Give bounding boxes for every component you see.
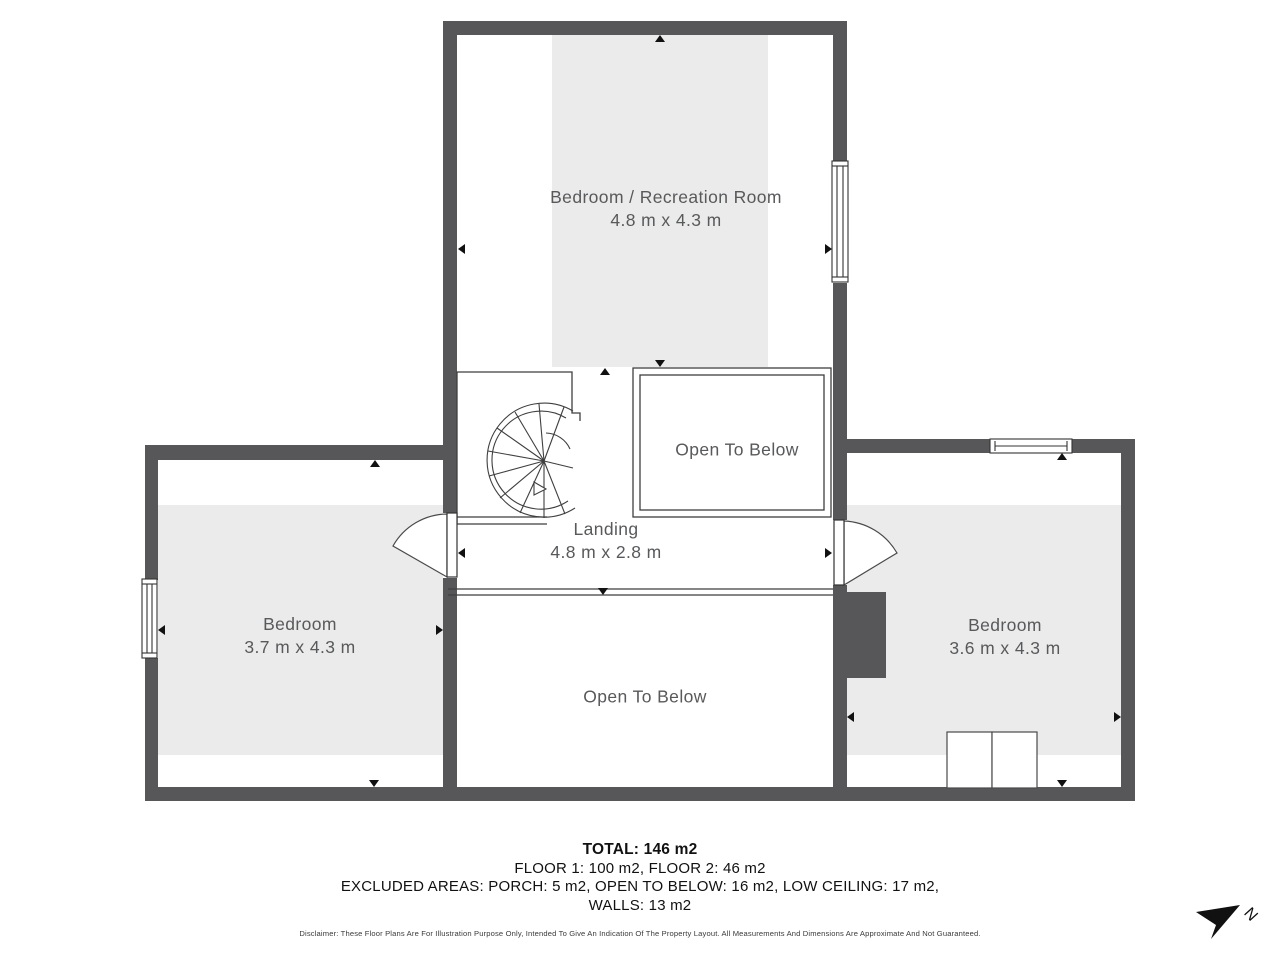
spiral-staircase xyxy=(487,403,575,518)
summary-floors: FLOOR 1: 100 m2, FLOOR 2: 46 m2 xyxy=(514,859,766,877)
stair-enclosure xyxy=(457,372,580,524)
north-arrow-label: N xyxy=(1240,904,1261,925)
wall-central-right-upper xyxy=(833,21,847,161)
label-bedroom-recreation xyxy=(550,186,782,232)
label-open-to-below-upper xyxy=(675,439,799,462)
room-dimensions: 3.7 m x 4.3 m xyxy=(244,637,356,657)
disclaimer-text: Disclaimer: These Floor Plans Are For Illustration Purpose Only, Intended To Give An Indication Of The Property Layout. All Measurements And Dimensions Are Approximate And Not Guaranteed. xyxy=(299,929,981,938)
open-to-below-lower-edge xyxy=(448,589,833,595)
wall-central-left-lower xyxy=(443,578,457,790)
label-bedroom-left xyxy=(244,613,355,659)
summary-walls: WALLS: 13 m2 xyxy=(588,896,692,914)
room-dimensions: 4.8 m x 4.3 m xyxy=(610,210,722,230)
summary-excluded: EXCLUDED AREAS: PORCH: 5 m2, OPEN TO BELOW: 16 m2, LOW CEILING: 17 m2, xyxy=(340,878,940,895)
wall-left-wing-left-lower xyxy=(145,658,158,793)
wall-bottom xyxy=(145,787,1135,801)
label-bedroom-right xyxy=(949,614,1060,660)
room-name: Landing xyxy=(573,519,639,539)
wall-right-wing-right xyxy=(1121,439,1135,794)
room-dimensions: 3.6 m x 4.3 m xyxy=(949,638,1061,658)
room-name: Open To Below xyxy=(583,686,707,707)
wall-left-wing-left-upper xyxy=(145,445,158,580)
area-summary xyxy=(0,841,1280,915)
window-top-room-right xyxy=(832,161,848,282)
wall-top xyxy=(443,21,847,35)
window-left-bedroom xyxy=(142,579,157,658)
room-name: Bedroom xyxy=(263,614,337,634)
summary-total: TOTAL: 146 m2 xyxy=(582,841,698,858)
room-name: Open To Below xyxy=(675,439,799,460)
wall-central-left-upper xyxy=(443,21,457,513)
room-dimensions: 4.8 m x 2.8 m xyxy=(550,542,662,562)
door-right-leaf xyxy=(834,520,844,585)
room-name: Bedroom / Recreation Room xyxy=(550,187,782,207)
window-right-bedroom xyxy=(990,439,1072,453)
room-name: Bedroom xyxy=(968,615,1042,635)
furniture-wardrobe xyxy=(947,732,1037,788)
label-landing xyxy=(550,518,661,564)
chimney-block xyxy=(843,592,886,678)
wall-left-wing-top xyxy=(145,445,457,460)
wall-right-wing-top-a xyxy=(833,439,990,453)
spiral-treads xyxy=(488,404,573,518)
wall-central-right-middle xyxy=(833,283,847,520)
label-open-to-below-lower xyxy=(583,686,707,709)
door-left-leaf xyxy=(447,513,457,577)
spiral-outer-rim xyxy=(487,403,575,517)
